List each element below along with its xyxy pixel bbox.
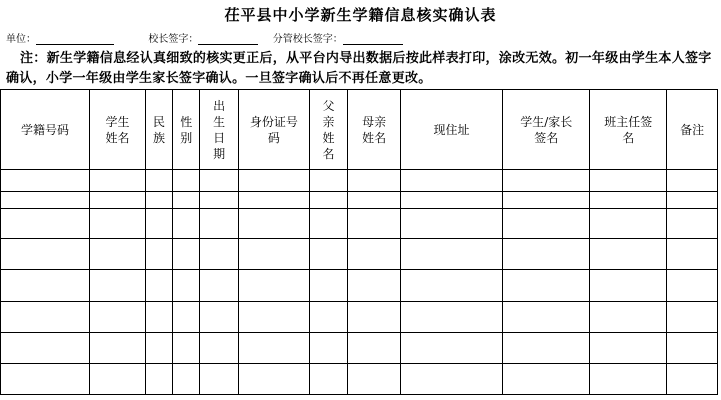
table-cell[interactable]: [348, 364, 401, 395]
table-cell[interactable]: [503, 364, 590, 395]
table-cell[interactable]: [1, 333, 90, 364]
table-cell[interactable]: [667, 302, 718, 333]
table-cell[interactable]: [348, 302, 401, 333]
table-cell[interactable]: [503, 192, 590, 209]
table-cell[interactable]: [1, 192, 90, 209]
table-cell[interactable]: [90, 170, 146, 192]
table-row: [1, 270, 718, 302]
table-cell[interactable]: [145, 170, 172, 192]
column-header-text: 码: [267, 130, 280, 145]
column-header: [503, 90, 590, 170]
table-cell[interactable]: [309, 364, 347, 395]
table-cell[interactable]: [590, 270, 667, 302]
column-header-text: 日: [213, 130, 226, 145]
table-row: [1, 239, 718, 270]
table-cell[interactable]: [667, 270, 718, 302]
table-cell[interactable]: [348, 270, 401, 302]
unit-label: 单位：: [6, 34, 36, 45]
table-cell[interactable]: [590, 364, 667, 395]
table-cell[interactable]: [90, 333, 146, 364]
table-cell[interactable]: [309, 239, 347, 270]
table-cell[interactable]: [400, 364, 502, 395]
table-cell[interactable]: [238, 239, 309, 270]
table-cell[interactable]: [200, 209, 238, 239]
table-cell[interactable]: [309, 192, 347, 209]
table-cell[interactable]: [309, 209, 347, 239]
column-header-text: 班主任签: [604, 114, 653, 129]
column-header-text: 姓名: [362, 130, 387, 145]
table-cell[interactable]: [348, 239, 401, 270]
table-cell[interactable]: [200, 192, 238, 209]
column-header: [90, 90, 146, 170]
table-cell[interactable]: [90, 192, 146, 209]
table-cell[interactable]: [145, 270, 172, 302]
column-header-text: 父: [322, 98, 335, 113]
table-cell[interactable]: [200, 302, 238, 333]
table-cell[interactable]: [348, 209, 401, 239]
table-cell[interactable]: [309, 333, 347, 364]
column-header-text: 亲: [322, 114, 335, 129]
column-header: [200, 90, 238, 170]
table-cell[interactable]: [238, 270, 309, 302]
table-cell[interactable]: [145, 239, 172, 270]
table-cell[interactable]: [400, 239, 502, 270]
table-cell[interactable]: [503, 333, 590, 364]
table-cell[interactable]: [1, 209, 90, 239]
table-cell[interactable]: [400, 170, 502, 192]
table-cell[interactable]: [590, 209, 667, 239]
table-cell[interactable]: [173, 364, 200, 395]
column-header-text: 民: [152, 114, 165, 129]
table-cell[interactable]: [309, 302, 347, 333]
table-row: [1, 209, 718, 239]
column-header-text: 签名: [534, 130, 559, 145]
column-header: [348, 90, 401, 170]
column-header-text: 学籍号码: [21, 122, 70, 137]
table-cell[interactable]: [238, 192, 309, 209]
column-header-text: 备注: [680, 122, 705, 137]
table-cell[interactable]: [400, 192, 502, 209]
table-cell[interactable]: [400, 333, 502, 364]
table-row: [1, 192, 718, 209]
column-header-text: 名: [322, 146, 335, 161]
table-cell[interactable]: [590, 302, 667, 333]
table-cell[interactable]: [1, 239, 90, 270]
table-cell[interactable]: [200, 333, 238, 364]
table-cell[interactable]: [667, 333, 718, 364]
student-info-table: [0, 89, 718, 395]
table-cell[interactable]: [173, 270, 200, 302]
table-row: [1, 364, 718, 395]
unit-field[interactable]: [36, 34, 114, 45]
table-cell[interactable]: [145, 333, 172, 364]
table-cell[interactable]: [503, 302, 590, 333]
column-header-text: 学生/家长: [520, 114, 573, 129]
table-cell[interactable]: [667, 192, 718, 209]
column-header-text: 族: [152, 130, 165, 145]
column-header-text: 期: [213, 146, 226, 161]
table-cell[interactable]: [309, 270, 347, 302]
table-cell[interactable]: [90, 209, 146, 239]
table-cell[interactable]: [145, 364, 172, 395]
table-cell[interactable]: [1, 364, 90, 395]
table-cell[interactable]: [238, 302, 309, 333]
column-header-text: 姓名: [105, 130, 130, 145]
table-cell[interactable]: [200, 270, 238, 302]
principal-signature-label: 校长签字：: [148, 34, 199, 45]
table-cell[interactable]: [145, 192, 172, 209]
table-cell[interactable]: [348, 333, 401, 364]
vice-principal-signature-field[interactable]: [343, 34, 403, 45]
table-cell[interactable]: [200, 364, 238, 395]
column-header: [590, 90, 667, 170]
column-header-text: 母亲: [362, 114, 387, 129]
column-header: [309, 90, 347, 170]
table-cell[interactable]: [173, 239, 200, 270]
column-header: [238, 90, 309, 170]
table-row: [1, 302, 718, 333]
table-cell[interactable]: [238, 364, 309, 395]
form-title: 茌平县中小学新生学籍信息核实确认表: [224, 6, 497, 24]
column-header-text: 学生: [105, 114, 130, 129]
table-cell[interactable]: [348, 192, 401, 209]
principal-signature-field[interactable]: [198, 34, 258, 45]
table-cell[interactable]: [173, 209, 200, 239]
table-cell[interactable]: [1, 270, 90, 302]
table-cell[interactable]: [400, 270, 502, 302]
table-cell[interactable]: [173, 170, 200, 192]
table-cell[interactable]: [503, 270, 590, 302]
column-header: [1, 90, 90, 170]
column-header-text: 性: [180, 114, 193, 129]
table-cell[interactable]: [238, 170, 309, 192]
table-cell[interactable]: [667, 170, 718, 192]
column-header: [400, 90, 502, 170]
column-header: [173, 90, 200, 170]
table-cell[interactable]: [503, 239, 590, 270]
table-row: [1, 170, 718, 192]
table-cell[interactable]: [400, 302, 502, 333]
table-cell[interactable]: [90, 302, 146, 333]
vice-principal-signature-label: 分管校长签字：: [272, 34, 343, 45]
table-cell[interactable]: [590, 192, 667, 209]
column-header-text: 出: [213, 98, 226, 113]
signature-line: [6, 30, 403, 45]
table-cell[interactable]: [90, 364, 146, 395]
column-header-text: 姓: [322, 130, 335, 145]
table-cell[interactable]: [667, 209, 718, 239]
table-cell[interactable]: [238, 333, 309, 364]
column-header-text: 名: [622, 130, 635, 145]
table-cell[interactable]: [590, 239, 667, 270]
table-cell[interactable]: [173, 302, 200, 333]
table-cell[interactable]: [200, 239, 238, 270]
table-cell[interactable]: [173, 192, 200, 209]
table-cell[interactable]: [667, 239, 718, 270]
column-header: [145, 90, 172, 170]
column-header-text: 身份证号: [249, 114, 298, 129]
column-header-text: 生: [213, 114, 226, 129]
table-cell[interactable]: [90, 239, 146, 270]
table-cell[interactable]: [1, 302, 90, 333]
instruction-note: 注：新生学籍信息经认真细致的核实更正后，从平台内导出数据后按此样表打印，涂改无效。初一年级由学生本人签字确认，小学一年级由学生家长签字确认。一旦签字确认后不再任意更改。: [6, 51, 712, 86]
table-cell[interactable]: [238, 209, 309, 239]
table-cell[interactable]: [200, 170, 238, 192]
table-cell[interactable]: [590, 170, 667, 192]
table-cell[interactable]: [400, 209, 502, 239]
column-header-text: 现住址: [433, 122, 470, 137]
table-cell[interactable]: [348, 170, 401, 192]
table-row: [1, 333, 718, 364]
table-cell[interactable]: [309, 170, 347, 192]
table-cell[interactable]: [145, 302, 172, 333]
table-cell[interactable]: [90, 270, 146, 302]
table-cell[interactable]: [173, 333, 200, 364]
table-cell[interactable]: [667, 364, 718, 395]
column-header-text: 别: [180, 130, 193, 145]
table-cell[interactable]: [590, 333, 667, 364]
table-cell[interactable]: [145, 209, 172, 239]
table-cell[interactable]: [503, 209, 590, 239]
table-cell[interactable]: [1, 170, 90, 192]
table-header-row: [1, 90, 718, 170]
table-cell[interactable]: [503, 170, 590, 192]
column-header: [667, 90, 718, 170]
